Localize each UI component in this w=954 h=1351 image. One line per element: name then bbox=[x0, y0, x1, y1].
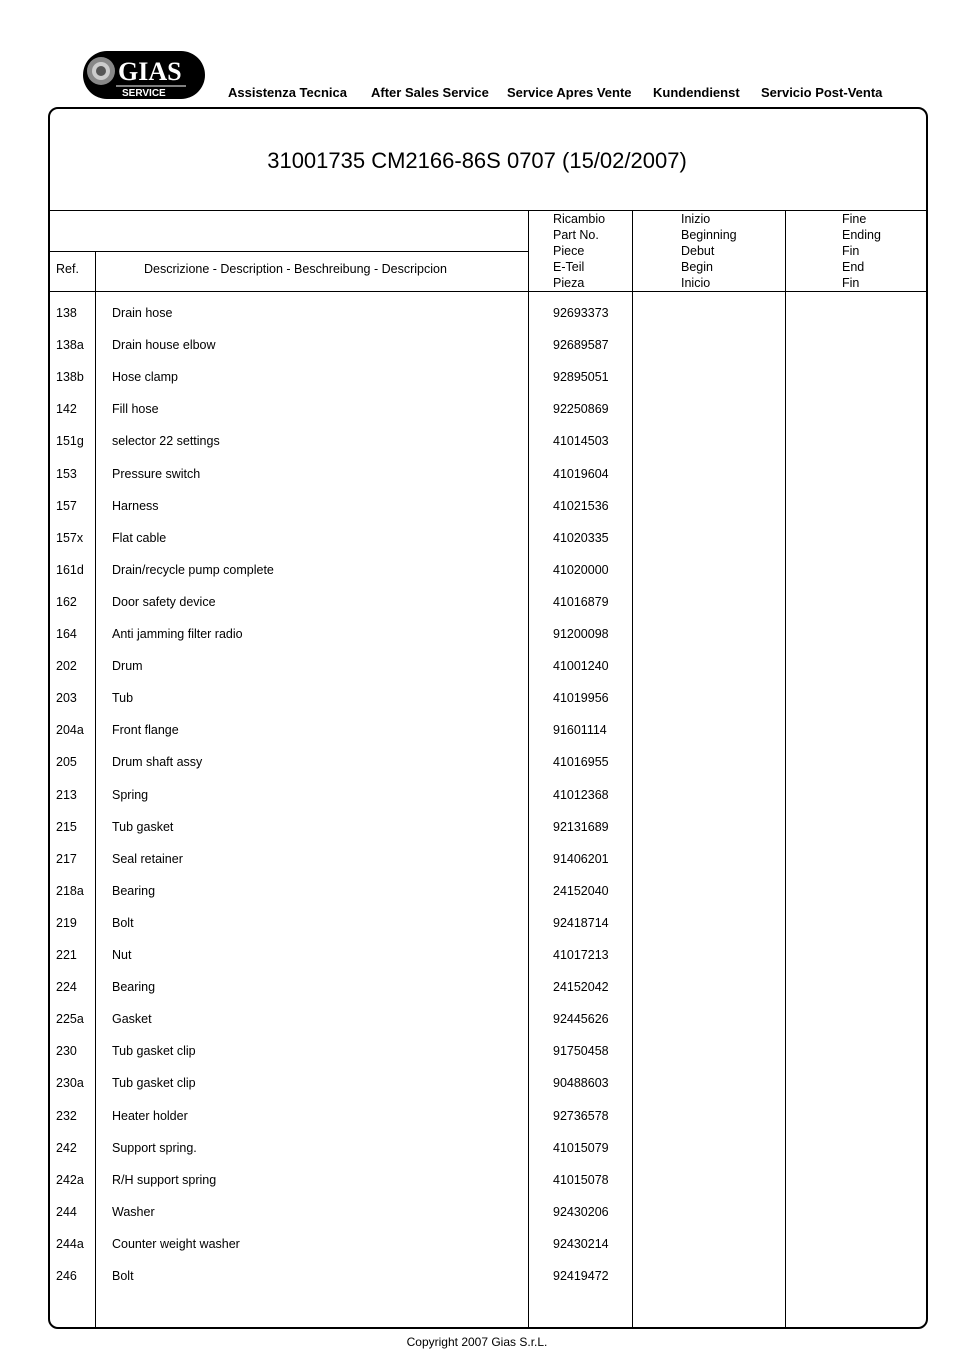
part-header-line: Pieza bbox=[553, 276, 585, 290]
end-header-line: End bbox=[842, 260, 865, 274]
description-cell: Drain house elbow bbox=[112, 338, 216, 353]
begin-header-line: Debut bbox=[681, 244, 715, 258]
ref-cell: 221 bbox=[56, 948, 77, 962]
part-number-cell: 92430214 bbox=[553, 1236, 609, 1251]
ref-cell: 153 bbox=[56, 466, 77, 481]
ref-cell: 246 bbox=[56, 1269, 77, 1283]
part-number-cell: 92736578 bbox=[553, 1108, 609, 1123]
ref-cell: 204a bbox=[56, 723, 84, 738]
table-row bbox=[0, 1012, 954, 1032]
document-title: 31001735 CM2166-86S 0707 (15/02/2007) bbox=[267, 148, 687, 173]
table-row bbox=[0, 1109, 954, 1129]
ref-cell: 202 bbox=[56, 659, 77, 674]
header-bottom-divider bbox=[49, 291, 928, 292]
description-cell: Tub gasket bbox=[112, 819, 174, 834]
table-row bbox=[0, 852, 954, 872]
part-number-cell: 92418714 bbox=[553, 915, 609, 930]
description-cell: Heater holder bbox=[112, 1108, 188, 1123]
description-cell: Hose clamp bbox=[112, 370, 178, 385]
end-header-line: Ending bbox=[842, 228, 881, 242]
table-row bbox=[0, 531, 954, 551]
part-number-cell: 92693373 bbox=[553, 306, 609, 320]
ref-cell: 161d bbox=[56, 562, 84, 577]
table-row bbox=[0, 948, 954, 968]
description-cell: Spring bbox=[112, 787, 149, 802]
service-italian: Assistenza Tecnica bbox=[228, 85, 347, 100]
part-number-cell: 90488603 bbox=[553, 1076, 609, 1091]
ref-cell: 164 bbox=[56, 627, 77, 641]
part-number-cell: 41015078 bbox=[553, 1172, 609, 1187]
table-row bbox=[0, 1044, 954, 1064]
part-number-cell: 41012368 bbox=[553, 787, 609, 802]
title-divider bbox=[49, 210, 928, 211]
part-number-cell: 92131689 bbox=[553, 819, 609, 834]
ref-cell: 142 bbox=[56, 402, 77, 417]
part-number-header bbox=[553, 211, 605, 291]
part-number-cell: 91200098 bbox=[553, 627, 609, 641]
logo-wordmark: GIAS bbox=[118, 57, 182, 86]
description-cell: Bearing bbox=[112, 883, 156, 898]
description-cell: Flat cable bbox=[112, 530, 167, 545]
table-row bbox=[0, 916, 954, 936]
table-row bbox=[0, 1205, 954, 1225]
description-cell: Pressure switch bbox=[112, 466, 201, 481]
table-row bbox=[0, 723, 954, 743]
part-number-cell: 41014503 bbox=[553, 434, 609, 449]
table-row bbox=[0, 1141, 954, 1161]
part-number-cell: 92419472 bbox=[553, 1269, 609, 1283]
description-cell: Tub gasket clip bbox=[112, 1044, 196, 1059]
table-row bbox=[0, 563, 954, 583]
part-number-cell: 41001240 bbox=[553, 659, 609, 674]
description-cell: Gasket bbox=[112, 1012, 152, 1027]
begin-header-line: Beginning bbox=[681, 228, 737, 242]
ref-cell: 218a bbox=[56, 883, 84, 898]
part-number-cell: 41019604 bbox=[553, 466, 609, 481]
table-row bbox=[0, 755, 954, 775]
description-cell: Support spring. bbox=[112, 1140, 197, 1155]
ref-cell: 232 bbox=[56, 1108, 77, 1123]
part-number-cell: 92689587 bbox=[553, 338, 609, 353]
description-cell: Drain hose bbox=[112, 306, 173, 320]
logo-subtext: SERVICE bbox=[122, 88, 166, 99]
ref-cell: 205 bbox=[56, 755, 77, 770]
ref-cell: 244a bbox=[56, 1236, 84, 1251]
table-row bbox=[0, 306, 954, 326]
description-cell: R/H support spring bbox=[112, 1172, 217, 1187]
begin-header-line: Inizio bbox=[681, 212, 711, 226]
ref-cell: 217 bbox=[56, 851, 77, 866]
part-number-cell: 91601114 bbox=[553, 723, 607, 738]
ref-cell: 138b bbox=[56, 370, 84, 385]
part-number-cell: 41015079 bbox=[553, 1140, 609, 1155]
end-header-line: Fin bbox=[842, 276, 860, 290]
part-number-cell: 91406201 bbox=[553, 851, 609, 866]
ending-header bbox=[842, 211, 881, 291]
description-cell: Harness bbox=[112, 498, 159, 513]
table-row bbox=[0, 820, 954, 840]
table-row bbox=[0, 1269, 954, 1289]
ref-cell: 242 bbox=[56, 1140, 77, 1155]
part-number-cell: 41020335 bbox=[553, 530, 609, 545]
ref-header: Ref. bbox=[56, 262, 79, 276]
end-header-line: Fin bbox=[842, 244, 860, 258]
part-header-line: Ricambio bbox=[553, 212, 606, 226]
table-row bbox=[0, 370, 954, 390]
part-number-cell: 92250869 bbox=[553, 402, 609, 417]
ref-cell: 203 bbox=[56, 691, 77, 706]
end-header-line: Fine bbox=[842, 212, 867, 226]
ref-cell: 219 bbox=[56, 915, 77, 930]
ref-cell: 230a bbox=[56, 1076, 84, 1091]
header-subdivider bbox=[49, 251, 529, 252]
table-row bbox=[0, 1237, 954, 1257]
ref-cell: 224 bbox=[56, 980, 77, 995]
part-number-cell: 41021536 bbox=[553, 498, 609, 513]
table-row bbox=[0, 980, 954, 1000]
ref-cell: 242a bbox=[56, 1172, 84, 1187]
table-row bbox=[0, 884, 954, 904]
table-row bbox=[0, 434, 954, 454]
ref-cell: 151g bbox=[56, 434, 84, 449]
begin-header-line: Inicio bbox=[681, 276, 711, 290]
service-english: After Sales Service bbox=[371, 85, 489, 100]
table-row bbox=[0, 467, 954, 487]
description-cell: Door safety device bbox=[112, 594, 216, 609]
description-cell: selector 22 settings bbox=[112, 434, 220, 449]
gias-service-logo bbox=[82, 50, 206, 100]
part-number-cell: 41017213 bbox=[553, 948, 609, 962]
description-cell: Bolt bbox=[112, 915, 134, 930]
description-header: Descrizione - Description - Beschreibung - Descripcion bbox=[144, 262, 447, 276]
table-row bbox=[0, 1076, 954, 1096]
part-number-cell: 91750458 bbox=[553, 1044, 609, 1059]
description-cell: Drain/recycle pump complete bbox=[112, 562, 274, 577]
table-row bbox=[0, 595, 954, 615]
ref-cell: 213 bbox=[56, 787, 77, 802]
part-number-cell: 41016955 bbox=[553, 755, 609, 770]
table-row bbox=[0, 402, 954, 422]
part-number-cell: 92430206 bbox=[553, 1204, 609, 1219]
description-cell: Counter weight washer bbox=[112, 1236, 240, 1251]
description-cell: Nut bbox=[112, 948, 132, 962]
description-cell: Tub bbox=[112, 691, 134, 706]
part-header-line: E-Teil bbox=[553, 260, 585, 274]
ref-cell: 215 bbox=[56, 819, 77, 834]
part-number-cell: 41019956 bbox=[553, 691, 609, 706]
part-number-cell: 24152040 bbox=[553, 883, 609, 898]
ref-cell: 157 bbox=[56, 498, 77, 513]
part-number-cell: 24152042 bbox=[553, 980, 609, 995]
ref-cell: 244 bbox=[56, 1204, 77, 1219]
description-cell: Tub gasket clip bbox=[112, 1076, 196, 1091]
description-cell: Drum bbox=[112, 659, 143, 674]
service-german: Kundendienst bbox=[653, 85, 740, 100]
service-french: Service Apres Vente bbox=[507, 85, 632, 100]
ref-cell: 138a bbox=[56, 338, 84, 353]
service-spanish: Servicio Post-Venta bbox=[761, 85, 883, 100]
ref-cell: 157x bbox=[56, 530, 84, 545]
description-cell: Bolt bbox=[112, 1269, 134, 1283]
ref-cell: 138 bbox=[56, 306, 77, 320]
description-cell: Drum shaft assy bbox=[112, 755, 203, 770]
begin-header-line: Begin bbox=[681, 260, 713, 274]
part-number-cell: 92445626 bbox=[553, 1012, 609, 1027]
table-row bbox=[0, 338, 954, 358]
description-cell: Bearing bbox=[112, 980, 156, 995]
description-cell: Washer bbox=[112, 1204, 155, 1219]
beginning-header bbox=[681, 211, 737, 291]
ref-cell: 162 bbox=[56, 594, 77, 609]
table-row bbox=[0, 788, 954, 808]
description-cell: Anti jamming filter radio bbox=[112, 627, 243, 641]
part-header-line: Part No. bbox=[553, 228, 599, 242]
table-row bbox=[0, 627, 954, 647]
ref-cell: 230 bbox=[56, 1044, 77, 1059]
part-number-cell: 41020000 bbox=[553, 562, 609, 577]
part-number-cell: 92895051 bbox=[553, 370, 609, 385]
table-row bbox=[0, 499, 954, 519]
part-number-cell: 41016879 bbox=[553, 594, 609, 609]
ref-cell: 225a bbox=[56, 1012, 84, 1027]
copyright-notice: Copyright 2007 Gias S.r.L. bbox=[406, 1335, 548, 1349]
description-cell: Seal retainer bbox=[112, 851, 183, 866]
table-row bbox=[0, 1173, 954, 1193]
description-cell: Fill hose bbox=[112, 402, 159, 417]
description-cell: Front flange bbox=[112, 723, 179, 738]
table-row bbox=[0, 659, 954, 679]
table-row bbox=[0, 691, 954, 711]
part-header-line: Piece bbox=[553, 244, 585, 258]
